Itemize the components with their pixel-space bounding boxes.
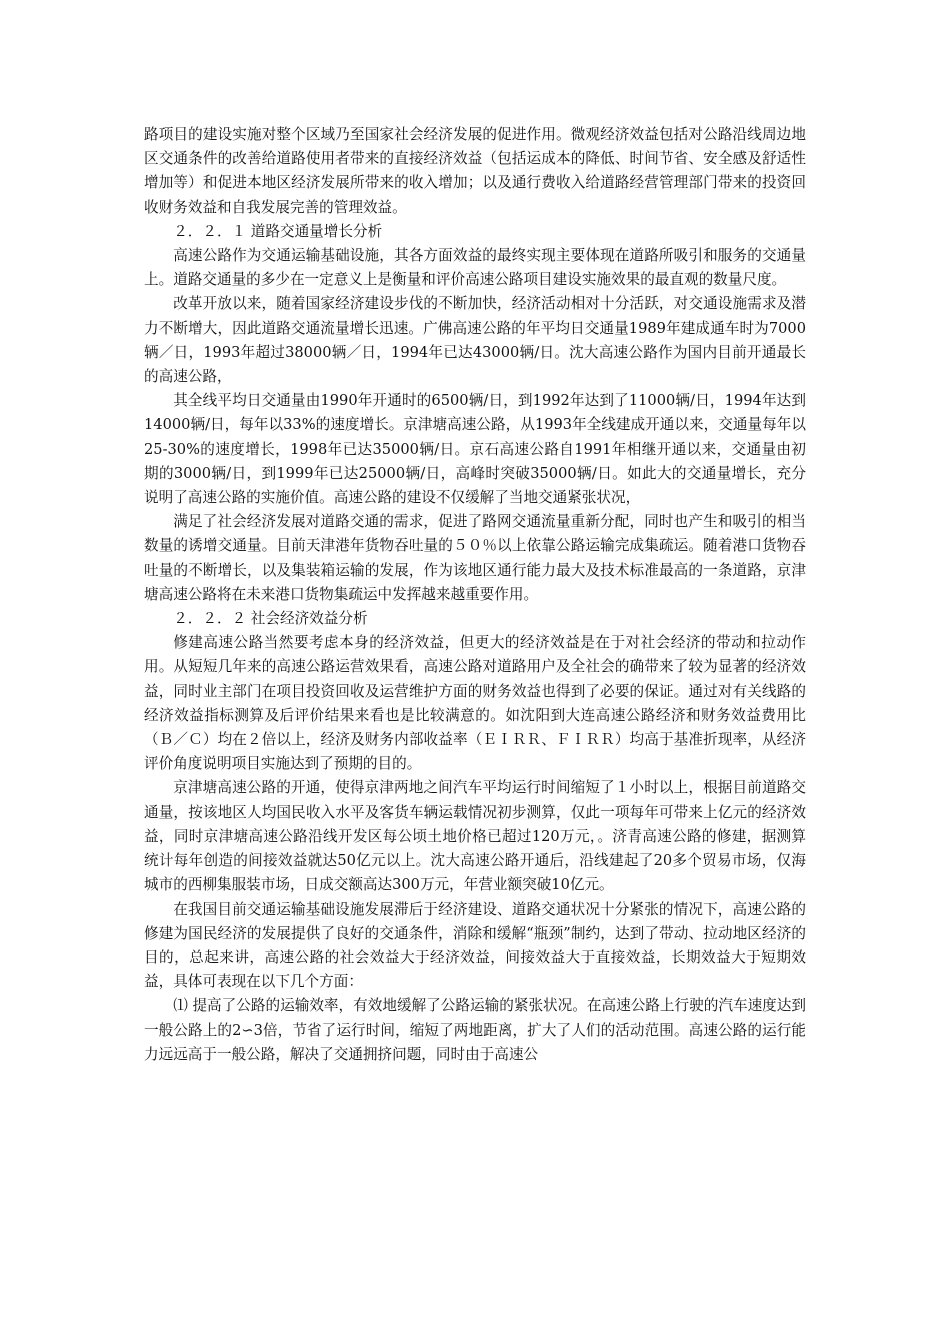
paragraph-shenda-jingjintang-traffic: 其全线平均日交通量由1990年开通时的6500辆/日，到1992年达到了11000辆/日，1994年达到14000辆/日，每年以33%的速度增长。京津塘高速公路，从1993年全线建成开通以来，交通量每年以25-30%的速度增长，1998年已达35000辆/日。京石高速公路自1991年相继开通以来，交通量由初期的3000辆/日，到1999年已达25000辆/日，高峰时突破35000辆/日。如此大的交通量增长，充分说明了高速公路的实施价值。高速公路的建设不仅缓解了当地交通紧张状况， bbox=[144, 392, 806, 507]
paragraph-social-benefits: 在我国目前交通运输基础设施发展滞后于经济建设、道路交通状况十分紧张的情况下，高速公路的修建为国民经济的发展提供了良好的交通条件，消除和缓解“瓶颈”制约，达到了带动、拉动地区经济的目的，总起来讲，高速公路的社会效益大于经济效益，间接效益大于直接效益，长期效益大于短期效益，具体可表现在以下几个方面： bbox=[144, 900, 806, 991]
section-heading-2-2-1: ２．２．１ 道路交通量增长分析 bbox=[173, 222, 383, 240]
paragraph-reform-traffic-growth: 改革开放以来，随着国家经济建设步伐的不断加快，经济活动相对十分活跃，对交通设施需求及潜力不断增大，因此道路交通流量增长迅速。广佛高速公路的年平均日交通量1989年建成通车时为7000辆／日，1993年超过38000辆／日，1994年已达43000辆/日。沈大高速公路作为国内目前开通最长的高速公路， bbox=[144, 295, 806, 386]
paragraph-point-1-efficiency: ⑴ 提高了公路的运输效率，有效地缓解了公路运输的紧张状况。在高速公路上行驶的汽车速度达到一般公路上的2∽3倍，节省了运行时间，缩短了两地距离，扩大了人们的活动范围。高速公路的运行能力远远高于一般公路，解决了交通拥挤问题，同时由于高速公 bbox=[144, 997, 806, 1063]
document-body bbox=[144, 123, 806, 1067]
paragraph-jingjintang-benefits: 京津塘高速公路的开通，使得京津两地之间汽车平均运行时间缩短了１小时以上，根据目前道路交通量，按该地区人均国民收入水平及客货车辆运载情况初步测算，仅此一项每年可带来上亿元的经济效益，同时京津塘高速公路沿线开发区每公顷土地价格已超过120万元，。济青高速公路的修建，据测算统计每年创造的间接效益就达50亿元以上。沈大高速公路开通后，沿线建起了20多个贸易市场，仅海城市的西柳集服装市场，日成交额高达300万元，年营业额突破10亿元。 bbox=[144, 779, 806, 894]
paragraph-traffic-volume-intro: 高速公路作为交通运输基础设施，其各方面效益的最终实现主要体现在道路所吸引和服务的交通量上。道路交通量的多少在一定意义上是衡量和评价高速公路项目建设实施效果的最直观的数量尺度。 bbox=[144, 247, 806, 289]
paragraph-macro-micro-benefits: 路项目的建设实施对整个区域乃至国家社会经济发展的促进作用。微观经济效益包括对公路沿线周边地区交通条件的改善给道路使用者带来的直接经济效益（包括运成本的降低、时间节省、安全感及舒适性增加等）和促进本地区经济发展所带来的收入增加；以及通行费收入给道路经营管理部门带来的投资回收财务效益和自我发展完善的管理效益。 bbox=[144, 126, 806, 216]
section-heading-2-2-2: ２．２．２ 社会经济效益分析 bbox=[173, 610, 368, 628]
paragraph-economic-benefits: 修建高速公路当然要考虑本身的经济效益，但更大的经济效益是在于对社会经济的带动和拉动作用。从短短几年来的高速公路运营效果看，高速公路对道路用户及全社会的确带来了较为显著的经济效益，同时业主部门在项目投资回收及运营维护方面的财务效益也得到了必要的保证。通过对有关线路的经济效益指标测算及后评价结果来看也是比较满意的。如沈阳到大连高速公路经济和财务效益费用比（Ｂ／Ｃ）均在２倍以上，经济及财务内部收益率（ＥＩＲＲ、ＦＩＲＲ）均高于基准折现率，从经济评价角度说明项目实施达到了预期的目的。 bbox=[144, 634, 806, 773]
paragraph-tianjin-port: 满足了社会经济发展对道路交通的需求，促进了路网交通流量重新分配，同时也产生和吸引的相当数量的诱增交通量。目前天津港年货物吞吐量的５０％以上依靠公路运输完成集疏运。随着港口货物吞吐量的不断增长，以及集装箱运输的发展，作为该地区通行能力最大及技术标准最高的一条道路，京津塘高速公路将在未来港口货物集疏运中发挥越来越重要作用。 bbox=[144, 513, 806, 603]
